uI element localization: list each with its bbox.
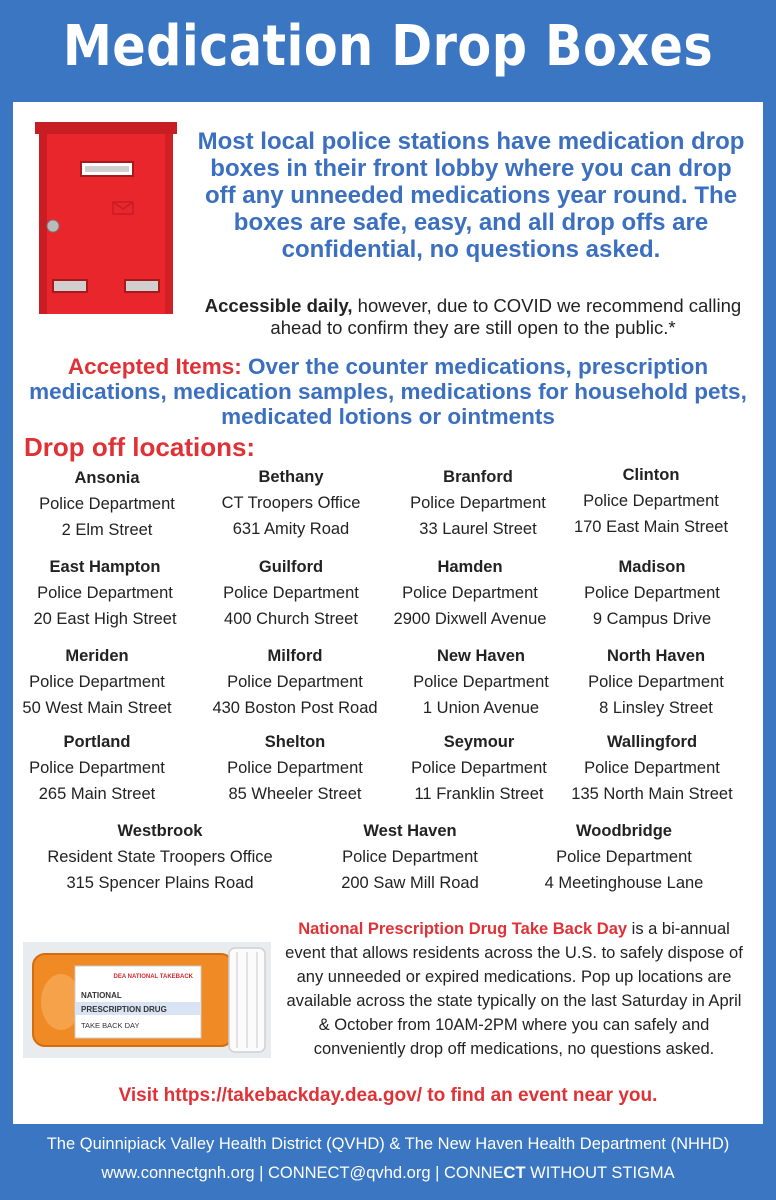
location-place: CT Troopers Office — [221, 494, 361, 512]
location-new-haven — [386, 643, 576, 721]
location-wallingford — [557, 729, 747, 807]
location-address: 8 Linsley Street — [599, 699, 713, 717]
location-town: Wallingford — [606, 733, 698, 751]
accepted-label: Accepted Items: — [67, 354, 242, 379]
location-town: Branford — [443, 468, 513, 486]
location-town: Shelton — [264, 733, 326, 751]
content-panel — [13, 102, 763, 1124]
location-town: Meriden — [65, 647, 129, 665]
location-address: 4 Meetinghouse Lane — [544, 874, 704, 892]
takeback-text: is a bi-annual event that allows residents across the U.S. to safely dispose of any unneeded or expired medications. Pop up locations are available across the state typically on the last Saturday in April & October from 10AM-2PM where you can safely and conveniently drop off medications, no questions asked. — [285, 920, 743, 1058]
footer-links: www.connectgnh.org | CONNECT@qvhd.org | CONNE — [101, 1164, 504, 1182]
location-seymour — [384, 729, 574, 807]
location-address: 400 Church Street — [224, 610, 358, 628]
location-place: Police Department — [39, 495, 175, 513]
location-guilford — [196, 554, 386, 632]
location-town: New Haven — [436, 647, 526, 665]
location-address: 430 Boston Post Road — [212, 699, 378, 717]
location-town: Portland — [63, 733, 131, 751]
location-address: 33 Laurel Street — [419, 520, 537, 538]
location-town: Hamden — [437, 558, 503, 576]
location-address: 50 West Main Street — [22, 699, 172, 717]
location-town: North Haven — [606, 647, 706, 665]
location-address: 170 East Main Street — [573, 518, 729, 536]
location-woodbridge — [529, 818, 719, 896]
takeback-info — [283, 917, 745, 1061]
location-place: Police Department — [227, 759, 363, 777]
location-address: 1 Union Avenue — [422, 699, 540, 717]
location-place: Police Department — [584, 584, 720, 602]
location-town: Woodbridge — [576, 822, 672, 840]
location-place: Police Department — [29, 673, 165, 691]
bottle-line1: NATIONAL — [81, 991, 122, 1000]
location-town: Clinton — [622, 466, 680, 484]
location-meriden — [2, 643, 192, 721]
location-milford — [200, 643, 390, 721]
footer-ct: CT — [503, 1164, 526, 1182]
location-place: Police Department — [402, 584, 538, 602]
location-place: Police Department — [588, 673, 724, 691]
location-address: 20 East High Street — [33, 610, 177, 628]
location-hamden — [375, 554, 565, 632]
location-place: Police Department — [583, 492, 719, 510]
location-place: Police Department — [410, 494, 546, 512]
location-madison — [557, 554, 747, 632]
location-portland — [2, 729, 192, 807]
location-address: 135 North Main Street — [571, 785, 733, 803]
location-address: 2900 Dixwell Avenue — [393, 610, 547, 628]
footer-organizations: The Quinnipiack Valley Health District (QVHD) & The New Haven Health Department (NHHD) — [46, 1135, 730, 1153]
location-address: 200 Saw Mill Road — [341, 874, 479, 892]
location-place: Police Department — [413, 673, 549, 691]
accepted-items — [13, 354, 763, 429]
page-title: Medication Drop Boxes — [62, 14, 714, 79]
footer-contact — [0, 1164, 776, 1183]
location-address: 11 Franklin Street — [414, 785, 544, 803]
visit-link[interactable]: Visit https://takebackday.dea.gov/ to find an event near you. — [118, 1085, 658, 1106]
location-address: 631 Amity Road — [232, 520, 350, 538]
location-shelton — [200, 729, 390, 807]
location-place: Police Department — [223, 584, 359, 602]
location-place: Police Department — [227, 673, 363, 691]
location-address: 85 Wheeler Street — [228, 785, 362, 803]
access-bold: Accessible daily, — [204, 295, 353, 316]
bottle-line2: PRESCRIPTION DRUG — [81, 1005, 167, 1014]
location-westbrook — [25, 818, 295, 896]
location-place: Police Department — [411, 759, 547, 777]
mailbox-icon — [33, 122, 179, 322]
location-place: Resident State Troopers Office — [47, 848, 273, 866]
intro-text: Most local police stations have medication drop boxes in their front lobby where you can drop off any unneeded medications year round. The boxes are safe, easy, and all drop offs are confidential, no questions asked. — [197, 128, 745, 263]
takeback-highlight: National Prescription Drug Take Back Day — [298, 920, 628, 938]
location-branford — [383, 464, 573, 542]
location-ansonia — [12, 465, 202, 543]
location-address: 265 Main Street — [38, 785, 156, 803]
access-note — [203, 295, 743, 339]
drop-off-heading: Drop off locations: — [24, 432, 256, 462]
location-east-hampton — [10, 554, 200, 632]
location-town: Westbrook — [117, 822, 203, 840]
location-place: Police Department — [29, 759, 165, 777]
location-town: West Haven — [363, 822, 457, 840]
pill-bottle-icon — [23, 942, 271, 1058]
location-place: Police Department — [556, 848, 692, 866]
footer-tagline: WITHOUT STIGMA — [525, 1164, 675, 1182]
location-address: 315 Spencer Plains Road — [66, 874, 254, 892]
location-town: Guilford — [258, 558, 324, 576]
location-town: Milford — [267, 647, 323, 665]
location-north-haven — [561, 643, 751, 721]
location-place: Police Department — [584, 759, 720, 777]
location-west-haven — [315, 818, 505, 896]
location-town: Seymour — [443, 733, 515, 751]
location-place: Police Department — [342, 848, 478, 866]
accepted-text: Over the counter medications, prescription medications, medication samples, medications for household pets, medicated lotions or ointments — [29, 354, 747, 429]
bottle-line3: TAKE BACK DAY — [81, 1021, 140, 1030]
location-town: Madison — [618, 558, 686, 576]
location-bethany — [196, 464, 386, 542]
location-town: Ansonia — [74, 469, 140, 487]
bottle-brand: DEA NATIONAL TAKEBACK — [113, 974, 193, 980]
location-town: East Hampton — [49, 558, 161, 576]
location-clinton — [556, 462, 746, 540]
location-address: 9 Campus Drive — [592, 610, 712, 628]
access-rest: however, due to COVID we recommend calling ahead to confirm they are still open to the public.* — [270, 295, 742, 338]
location-town: Bethany — [258, 468, 324, 486]
location-place: Police Department — [37, 584, 173, 602]
location-address: 2 Elm Street — [61, 521, 153, 539]
